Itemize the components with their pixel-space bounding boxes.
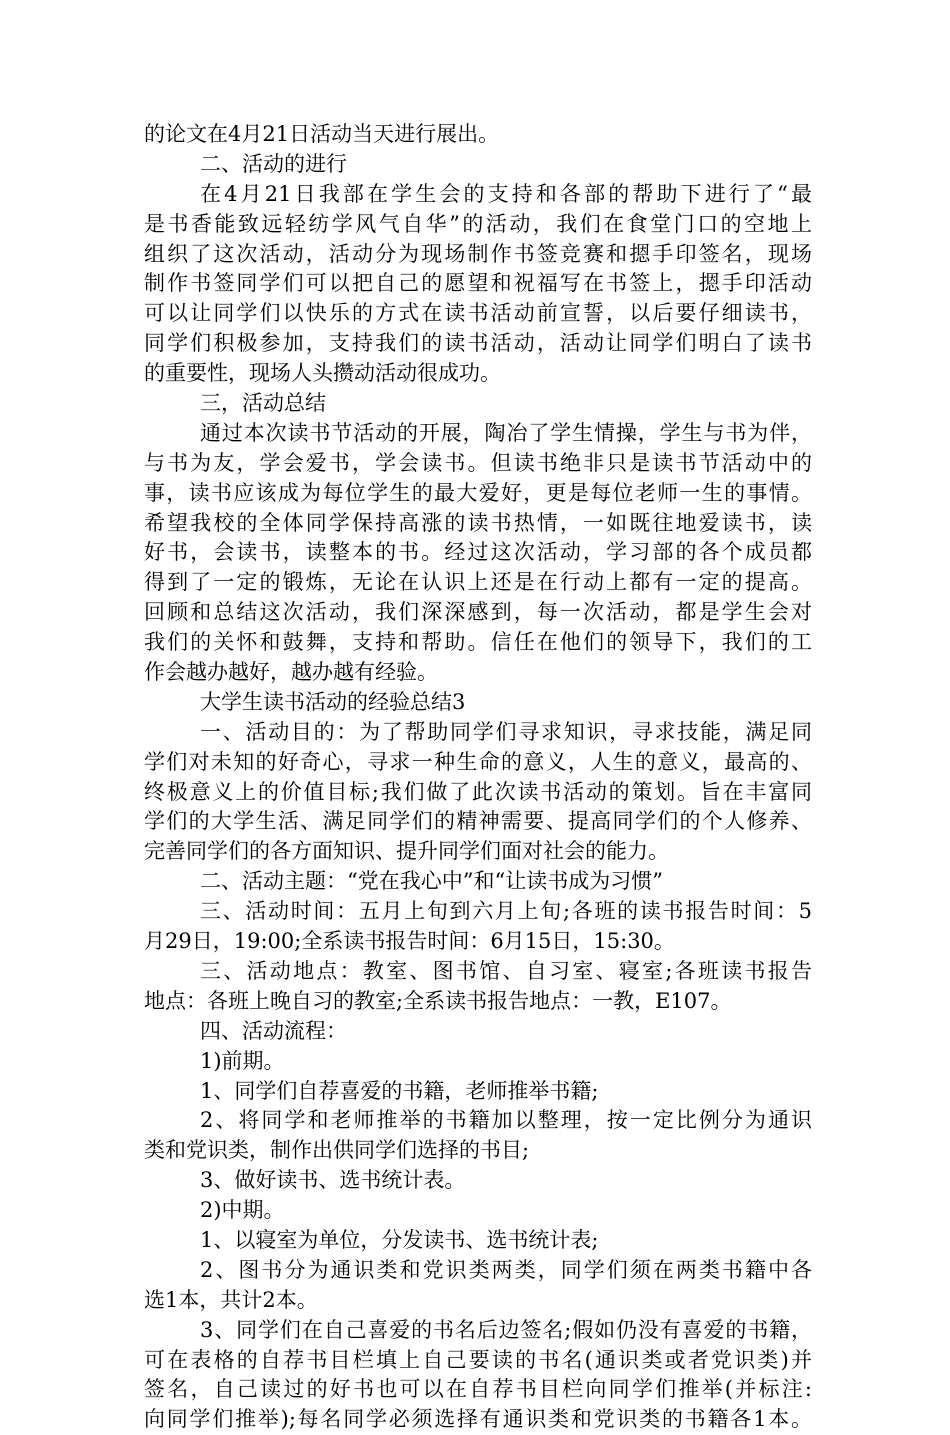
text-line: 的重要性，现场人头攒动活动很成功。: [144, 361, 501, 386]
text-line: 可以让同学们以快乐的方式在读书活动前宣誓，以后要仔细读书，: [144, 301, 812, 326]
text-line: 选1本，共计2本。: [144, 1287, 318, 1312]
text-line: 3、同学们在自己喜爱的书名后边签名;假如仍没有喜爱的书籍，: [200, 1317, 812, 1342]
text-line: 类和党识类，制作出供同学们选择的书目;: [144, 1138, 530, 1163]
section-heading: 二、活动的进行: [200, 151, 347, 176]
text-line: 是书香能致远轻纺学风气自华”的活动，我们在食堂门口的空地上: [144, 211, 812, 236]
text-line: 作会越办越好，越办越有经验。: [144, 660, 438, 685]
text-line: 好书，会读书，读整本的书。经过这次活动，学习部的各个成员都: [144, 540, 812, 565]
text-line: 的论文在4月21日活动当天进行展出。: [144, 122, 500, 146]
text-line: 学们对未知的好奇心，寻求一种生命的意义，人生的意义，最高的、: [144, 749, 812, 774]
text-line: 得到了一定的锻炼，无论在认识上还是在行动上都有一定的提高。: [144, 570, 812, 595]
text-line: 回顾和总结这次活动，我们深深感到，每一次活动，都是学生会对: [144, 600, 812, 625]
article-title: 大学生读书活动的经验总结3: [200, 689, 466, 714]
text-line: 地点：各班上晚自习的教室;全系读书报告地点：一教，E107。: [144, 988, 732, 1013]
text-line: 可在表格的自荐书目栏填上自己要读的书名(通识类或者党识类)并: [144, 1347, 812, 1372]
document-body: [144, 120, 812, 1435]
text-line: 在4月21日我部在学生会的支持和各部的帮助下进行了“最: [200, 181, 812, 206]
text-line: 制作书签同学们可以把自己的愿望和祝福写在书签上，摁手印活动: [144, 271, 812, 296]
text-line: 3、做好读书、选书统计表。: [200, 1168, 466, 1193]
text-line: 终极意义上的价值目标;我们做了此次读书活动的策划。旨在丰富同: [144, 779, 812, 804]
section-heading: 四、活动流程：: [200, 1018, 347, 1043]
text-line: 三、活动地点：教室、图书馆、自习室、寝室;各班读书报告: [200, 958, 812, 983]
text-line: 与书为友，学会爱书，学会读书。但读书绝非只是读书节活动中的: [144, 450, 812, 475]
text-line: 2、图书分为通识类和党识类两类，同学们须在两类书籍中各: [200, 1257, 812, 1282]
text-line: 1)前期。: [200, 1048, 285, 1073]
text-line: 事，读书应该成为每位学生的最大爱好，更是每位老师一生的事情。: [144, 480, 812, 505]
text-line: 通过本次读书节活动的开展，陶冶了学生情操，学生与书为伴，: [200, 420, 812, 445]
text-line: 月29日，19:00;全系读书报告时间：6月15日，15:30。: [144, 929, 675, 954]
text-line: 二、活动主题：“党在我心中”和“让读书成为习惯”: [200, 869, 663, 894]
text-line: 2)中期。: [200, 1198, 285, 1223]
text-line: 完善同学们的各方面知识、提升同学们面对社会的能力。: [144, 839, 669, 864]
text-line: 1、以寝室为单位，分发读书、选书统计表;: [200, 1227, 599, 1252]
text-line: 签名，自己读过的好书也可以在自荐书目栏向同学们推举(并标注:: [144, 1377, 812, 1402]
text-line: 一、活动目的：为了帮助同学们寻求知识，寻求技能，满足同: [200, 719, 812, 744]
text-line: 三、活动时间：五月上旬到六月上旬;各班的读书报告时间：5: [200, 899, 812, 924]
text-line: 我们的关怀和鼓舞，支持和帮助。信任在他们的领导下，我们的工: [144, 630, 812, 655]
text-line: 2、将同学和老师推举的书籍加以整理，按一定比例分为通识: [200, 1108, 812, 1133]
section-heading: 三，活动总结: [200, 391, 326, 416]
text-line: 同学们积极参加，支持我们的读书活动，活动让同学们明白了读书: [144, 331, 812, 356]
text-line: 向同学们推举);每名同学必须选择有通识类和党识类的书籍各1本。: [144, 1407, 812, 1432]
text-line: 希望我校的全体同学保持高涨的读书热情，一如既往地爱读书，读: [144, 510, 812, 535]
text-line: 1、同学们自荐喜爱的书籍，老师推举书籍;: [200, 1078, 599, 1103]
text-line: 学们的大学生活、满足同学们的精神需要、提高同学们的个人修养、: [144, 809, 812, 834]
text-line: 组织了这次活动，活动分为现场制作书签竞赛和摁手印签名，现场: [144, 241, 812, 266]
